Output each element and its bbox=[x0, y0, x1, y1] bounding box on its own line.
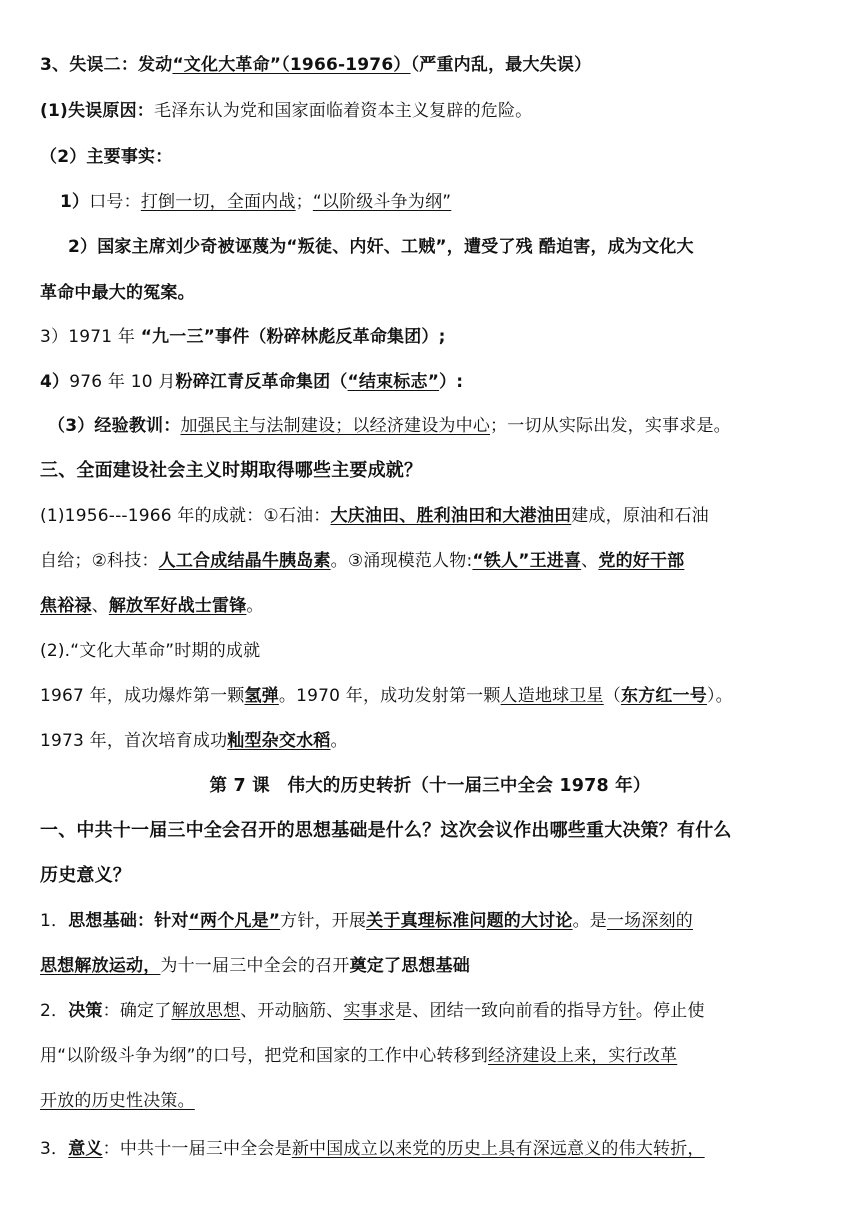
line-15: 1967 年，成功爆炸第一颗氢弹。1970 年，成功发射第一颗人造地球卫星（东方红一号）。 bbox=[40, 686, 733, 706]
line-22: 2．决策：确定了解放思想、开动脑筋、实事求是、团结一致向前看的指导方针。停止使 bbox=[40, 1001, 705, 1021]
line-20: 1．思想基础：针对“两个凡是”方针，开展关于真理标准问题的大讨论。是一场深刻的 bbox=[40, 911, 693, 931]
line-4: 1）口号：打倒一切，全面内战；“以阶级斗争为纲” bbox=[60, 192, 452, 212]
line-11: (1)1956---1966 年的成就：①石油：大庆油田、胜利油田和大港油田建成，原油和石油 bbox=[40, 506, 709, 526]
line-1: 3、失误二：发动“文化大革命”（1966-1976）（严重内乱，最大失误） bbox=[40, 55, 592, 75]
line-24: 开放的历史性决策。 bbox=[40, 1091, 195, 1111]
section-heading-1-cont: 历史意义？ bbox=[40, 865, 131, 886]
line-7: 3）1971 年 “九一三”事件（粉碎林彪反革命集团）; bbox=[40, 327, 446, 347]
line-3: （2）主要事实： bbox=[40, 147, 173, 167]
lesson-title: 第 7 课 伟大的历史转折（十一届三中全会 1978 年） bbox=[209, 776, 651, 796]
line-13: 焦裕禄、解放军好战士雷锋。 bbox=[40, 596, 264, 616]
line-2: (1)失误原因：毛泽东认为党和国家面临着资本主义复辟的危险。 bbox=[40, 101, 533, 121]
line-9: （3）经验教训：加强民主与法制建设；以经济建设为中心；一切从实际出发，实事求是。 bbox=[48, 416, 731, 436]
line-21: 思想解放运动，为十一届三中全会的召开奠定了思想基础 bbox=[40, 956, 471, 976]
line-25: 3．意义：中共十一届三中全会是新中国成立以来党的历史上具有深远意义的伟大转折， bbox=[40, 1139, 705, 1159]
line-6: 革命中最大的冤案。 bbox=[40, 283, 195, 303]
section-heading-1: 一、中共十一届三中全会召开的思想基础是什么？这次会议作出哪些重大决策？有什么 bbox=[40, 820, 732, 841]
line-14: (2).“文化大革命”时期的成就 bbox=[40, 641, 261, 661]
line-16: 1973 年，首次培育成功籼型杂交水稻。 bbox=[40, 731, 348, 751]
line-8: 4）976 年 10 月粉碎江青反革命集团（“结束标志”）: bbox=[40, 372, 464, 392]
line-5: 2）国家主席刘少奇被诬蔑为“叛徒、内奸、工贼”，遭受了残 酷迫害，成为文化大 bbox=[68, 237, 694, 257]
line-23: 用“以阶级斗争为纲”的口号，把党和国家的工作中心转移到经济建设上来，实行改革 bbox=[40, 1046, 678, 1066]
section-heading-3: 三、全面建设社会主义时期取得哪些主要成就？ bbox=[40, 460, 423, 481]
line-12: 自给；②科技：人工合成结晶牛胰岛素。③涌现模范人物:“铁人”王进喜、党的好干部 bbox=[40, 551, 685, 571]
